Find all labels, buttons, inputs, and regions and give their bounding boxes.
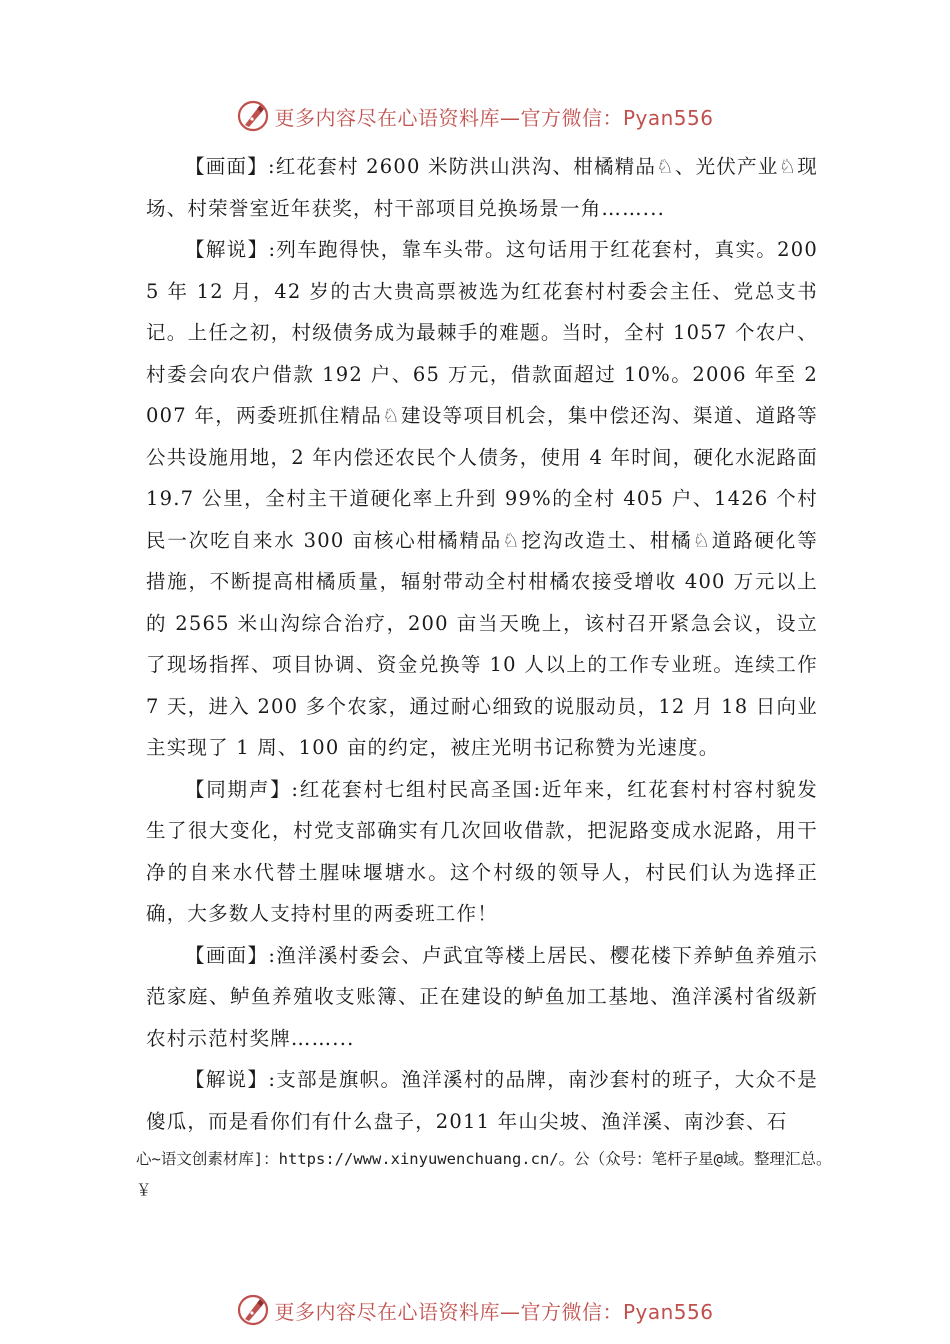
pen-nib-logo-icon bbox=[236, 1293, 270, 1327]
footer-banner bbox=[0, 1290, 950, 1330]
paragraph-3 bbox=[146, 769, 818, 935]
header-library-text: 更多内容尽在心语资料库 bbox=[274, 105, 500, 130]
document-body bbox=[146, 146, 818, 1142]
paragraph-1 bbox=[146, 146, 818, 229]
paragraph-5 bbox=[146, 1059, 818, 1142]
pen-nib-logo-icon bbox=[236, 99, 270, 133]
paragraph-text: :支部是旗帜。渔洋溪村的品牌，南沙套村的班子，大众不是傻瓜，而是看你们有什么盘子，2011 年山尖坡、渔洋溪、南沙套、石 bbox=[146, 1068, 818, 1133]
paragraph-tag: 【画面】 bbox=[185, 943, 269, 967]
paragraph-tag: 【解说】 bbox=[185, 1068, 269, 1091]
paragraph-4 bbox=[146, 935, 818, 1060]
footer-source-note: 心~语文创素材库]：https://www.xinyuwenchuang.cn/。公（众号：笔杆子星@域。整理汇总。￥ bbox=[136, 1150, 832, 1199]
footer-banner-text bbox=[274, 1296, 713, 1325]
paragraph-text: :列车跑得快，靠车头带。这句话用于红花套村，真实。2005 年 12 月，42 岁的古大贵高票被选为红花套村村委会主任、党总支书记。上任之初，村级债务成为最棘手的难题。当时，全村 1057 个农户、村委会向农户借款 192 户、65 万元，借款面超过 10%。2006 年至 2007 年，两委班抓住精品♘建设等项目机会，集中偿还沟、渠道、道路等公共设施用地，2 年内偿还农民个人债务，使用 4 年时间，硬化水泥路面 19.7 公里，全村主干道硬化率上升到 99%的全村 405 户、1426 个村民一次吃自来水 300 亩核心柑橘精品♘挖沟改造土、柑橘♘道路硬化等措施，不断提高柑橘质量，辐射带动全村柑橘农接受增收 400 万元以上的 2565 米山沟综合治疗，200 亩当天晚上，该村召开紧急会议，设立了现场指挥、项目协调、资金兑换等 10 人以上的工作专业班。连续工作 7 天，进入 200 多个农家，通过耐心细致的说服动员，12 月 18 日向业主实现了 1 周、100 亩的约定，被庄光明书记称赞为光速度。 bbox=[146, 238, 818, 759]
header-dash: — bbox=[499, 105, 521, 130]
paragraph-text: :红花套村七组村民高圣国:近年来，红花套村村容村貌发生了很大变化，村党支部确实有几次回收借款，把泥路变成水泥路，用干净的自来水代替土腥味堰塘水。这个村级的领导人，村民们认为选择正确，大多数人支持村里的两委班工作！ bbox=[146, 777, 818, 925]
paragraph-tag: 【同期声】 bbox=[185, 777, 292, 801]
header-banner-inner bbox=[236, 99, 713, 133]
footer-wechat-text: 官方微信：Pyan556 bbox=[520, 1299, 714, 1324]
footer-library-text: 更多内容尽在心语资料库 bbox=[274, 1299, 500, 1324]
paragraph-tag: 【解说】 bbox=[185, 238, 269, 261]
paragraph-text: :红花套村 2600 米防洪山洪沟、柑橘精品♘、光伏产业♘现场、村荣誉室近年获奖，村干部项目兑换场景一角……... bbox=[146, 155, 818, 220]
header-banner bbox=[0, 96, 950, 136]
footer-dash: — bbox=[499, 1299, 521, 1324]
paragraph-2 bbox=[146, 229, 818, 769]
paragraph-tag: 【画面】 bbox=[185, 155, 268, 178]
footer-banner-inner bbox=[236, 1293, 713, 1327]
header-banner-text bbox=[274, 102, 713, 131]
paragraph-text: :渔洋溪村委会、卢武宜等楼上居民、樱花楼下养鲈鱼养殖示范家庭、鲈鱼养殖收支账簿、正在建设的鲈鱼加工基地、渔洋溪村省级新农村示范村奖牌……... bbox=[146, 943, 818, 1050]
header-wechat-text: 官方微信：Pyan556 bbox=[520, 105, 714, 130]
